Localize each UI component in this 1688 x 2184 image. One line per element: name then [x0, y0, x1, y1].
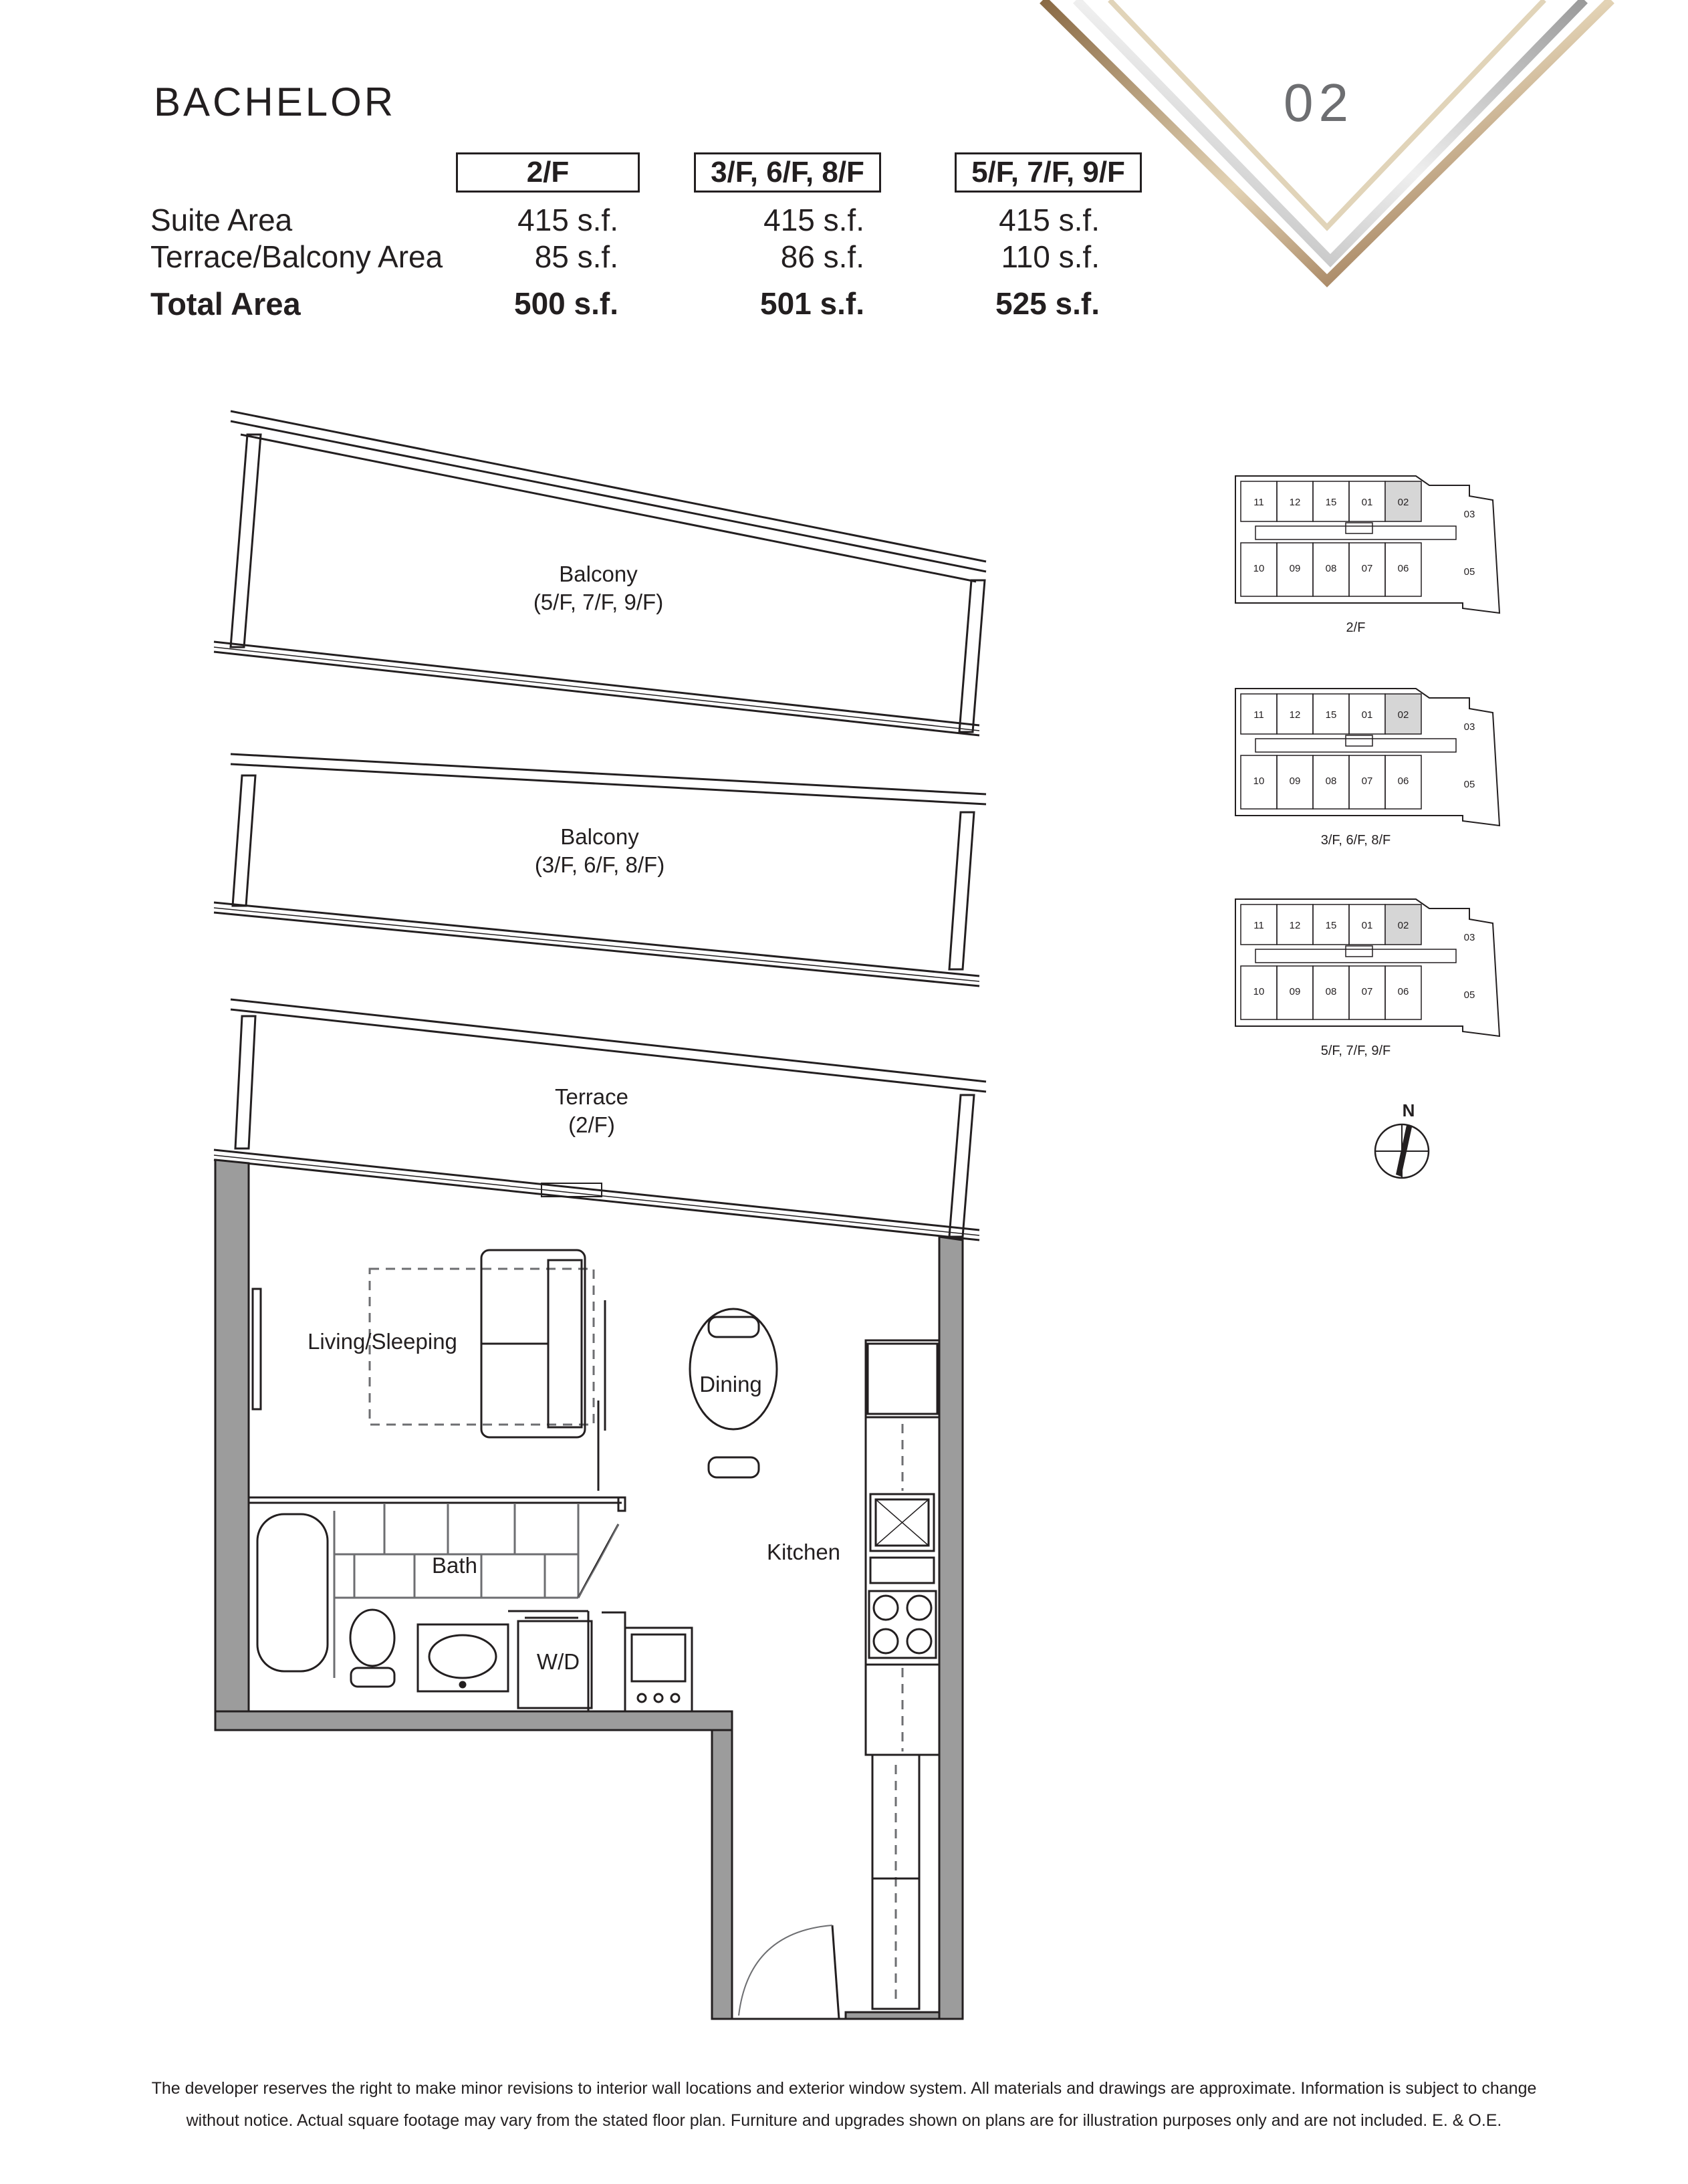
keyplan-unit-label: 01	[1361, 709, 1373, 721]
keyplan-unit-label: 06	[1397, 563, 1409, 574]
keyplan-unit-label: 03	[1463, 932, 1475, 943]
keyplans	[1235, 476, 1499, 1058]
balcony-mid-floors: (3/F, 6/F, 8/F)	[534, 852, 665, 877]
cell-total-5f: 525 s.f.	[995, 286, 1100, 321]
column-header-2f: 2/F	[456, 152, 640, 193]
keyplan-unit-label: 09	[1289, 986, 1301, 997]
row-label-suite-area: Suite Area	[150, 203, 293, 237]
keyplan-unit-label: 07	[1361, 563, 1373, 574]
cell-total-2f: 500 s.f.	[514, 286, 618, 321]
keyplan-unit-label: 10	[1253, 563, 1265, 574]
keyplan-3	[1235, 899, 1499, 1058]
keyplan-unit-label: 01	[1361, 920, 1373, 931]
cell-suite-5f: 415 s.f.	[999, 203, 1100, 237]
keyplan-caption: 5/F, 7/F, 9/F	[1320, 1044, 1391, 1058]
plan-labels	[308, 562, 840, 1674]
cell-balcony-3f: 86 s.f.	[780, 239, 864, 274]
compass-label: N	[1402, 1100, 1415, 1120]
keyplan-corridor	[1255, 949, 1456, 963]
room-bath: Bath	[432, 1553, 477, 1578]
keyplan-unit-label: 11	[1253, 709, 1264, 721]
disclaimer-line-2: without notice. Actual square footage may vary from the stated floor plan. Furniture and upgrades shown on plans are for illustration purposes only and are not included. E. & O.E.	[186, 2111, 1502, 2130]
keyplan-unit-label: 03	[1463, 721, 1475, 733]
keyplan-unit-label: 12	[1289, 920, 1301, 931]
keyplan-unit-label: 10	[1253, 775, 1265, 787]
terrace-floors: (2/F)	[568, 1112, 615, 1137]
balcony-mid-name: Balcony	[560, 824, 639, 849]
balcony-top-name: Balcony	[559, 562, 638, 586]
suite-type-title: BACHELOR	[154, 80, 396, 124]
column-header-5f-7f-9f: 5/F, 7/F, 9/F	[955, 152, 1142, 193]
keyplan-unit-label: 15	[1325, 920, 1337, 931]
living-furniture	[253, 1250, 605, 1491]
disclaimer-line-1: The developer reserves the right to make minor revisions to interior wall locations and exterior window system. All materials and drawings are approximate. Information is subject to change	[151, 2079, 1537, 2098]
cell-suite-2f: 415 s.f.	[517, 203, 618, 237]
column-header-3f-6f-8f: 3/F, 6/F, 8/F	[694, 152, 881, 193]
room-kitchen: Kitchen	[766, 1540, 841, 1564]
room-living: Living/Sleeping	[308, 1329, 457, 1354]
keyplan-unit-label: 12	[1289, 497, 1301, 508]
room-wd: W/D	[536, 1649, 580, 1674]
cell-suite-3f: 415 s.f.	[763, 203, 864, 237]
keyplan-unit-label: 08	[1325, 563, 1337, 574]
keyplan-2	[1235, 689, 1499, 848]
keyplan-unit-label: 02	[1397, 709, 1409, 721]
row-label-terrace-balcony-area: Terrace/Balcony Area	[150, 239, 443, 274]
keyplan-unit-label: 15	[1325, 497, 1337, 508]
cell-total-3f: 501 s.f.	[760, 286, 864, 321]
keyplan-unit-label: 02	[1397, 497, 1409, 508]
keyplan-unit-label: 09	[1289, 775, 1301, 787]
terrace-name: Terrace	[554, 1084, 629, 1109]
keyplan-unit-label: 05	[1463, 989, 1475, 1001]
keyplan-unit-label: 06	[1397, 775, 1409, 787]
keyplan-unit-label: 05	[1463, 779, 1475, 790]
keyplan-unit-label: 10	[1253, 986, 1265, 997]
kitchen-counter	[866, 1340, 939, 2009]
row-label-total-area: Total Area	[150, 286, 301, 322]
keyplan-1	[1235, 476, 1499, 635]
keyplan-unit-label: 07	[1361, 775, 1373, 787]
keyplan-unit-label: 11	[1253, 497, 1264, 508]
keyplan-unit-label: 06	[1397, 986, 1409, 997]
north-compass	[1375, 1100, 1429, 1178]
keyplan-unit-label: 07	[1361, 986, 1373, 997]
unit-number: 02	[1284, 73, 1354, 132]
bath-fixtures	[249, 1497, 625, 1711]
keyplan-unit-label: 03	[1463, 509, 1475, 520]
keyplan-core	[1346, 735, 1372, 746]
keyplan-core	[1346, 946, 1372, 957]
keyplan-unit-label: 01	[1361, 497, 1373, 508]
keyplan-corridor	[1255, 526, 1456, 539]
room-dining: Dining	[699, 1372, 762, 1397]
keyplan-caption: 2/F	[1346, 620, 1366, 635]
balcony-top-floors: (5/F, 7/F, 9/F)	[533, 590, 664, 614]
cell-balcony-5f: 110 s.f.	[1001, 239, 1100, 274]
disclaimer	[100, 2072, 1588, 2137]
keyplan-unit-label: 08	[1325, 986, 1337, 997]
keyplan-caption: 3/F, 6/F, 8/F	[1320, 833, 1391, 848]
chevron-logo	[1043, 0, 1611, 281]
keyplan-unit-label: 12	[1289, 709, 1301, 721]
keyplan-core	[1346, 523, 1372, 533]
keyplan-unit-label: 09	[1289, 563, 1301, 574]
keyplan-unit-label: 05	[1463, 566, 1475, 578]
keyplan-unit-label: 08	[1325, 775, 1337, 787]
entry-door	[732, 1925, 846, 2019]
keyplan-unit-label: 11	[1253, 920, 1264, 931]
cell-terrace-2f: 85 s.f.	[534, 239, 618, 274]
keyplan-corridor	[1255, 739, 1456, 752]
keyplan-unit-label: 02	[1397, 920, 1409, 931]
keyplan-unit-label: 15	[1325, 709, 1337, 721]
